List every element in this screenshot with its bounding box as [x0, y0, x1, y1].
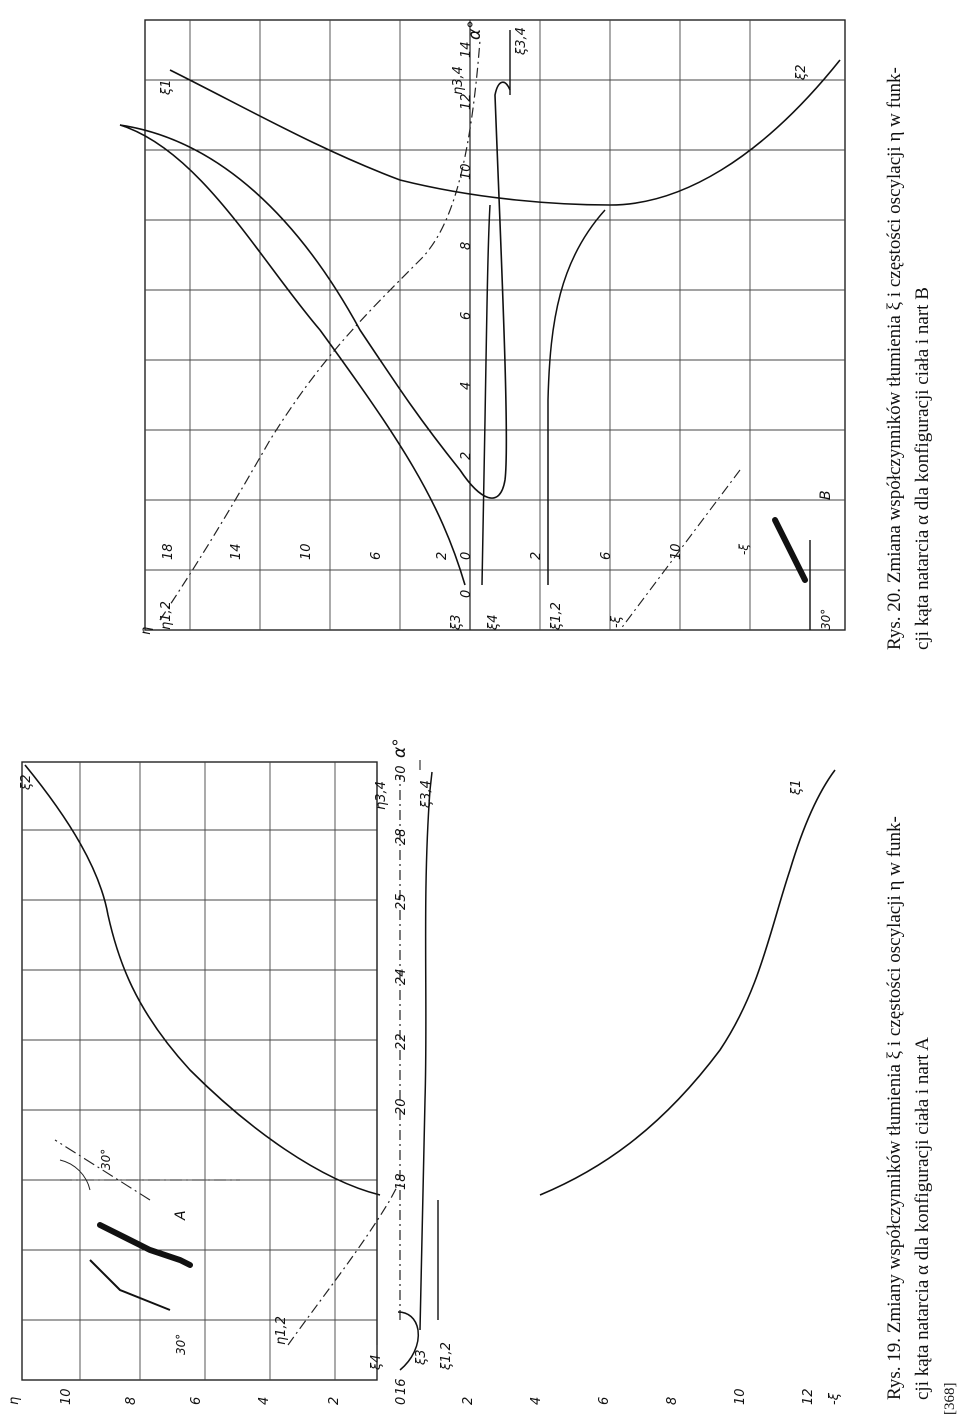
- fig20-label-xi34: ξ3,4: [514, 27, 529, 55]
- fig19-xtick: 22: [394, 1033, 409, 1050]
- fig20-series-labels: [159, 27, 809, 631]
- fig20-xtick: 0: [459, 589, 474, 598]
- fig20-xtick: 8: [459, 241, 474, 250]
- fig19-ytick: 8: [124, 1396, 139, 1405]
- fig19-label-eta12: η1,2: [274, 1316, 289, 1345]
- fig20-ytick: 10: [299, 543, 314, 560]
- fig20-ylabel-top: η: [139, 626, 154, 635]
- page-number: [368]: [942, 1382, 958, 1415]
- fig20-caption-line1: Rys. 20. Zmiana współczynników tłumienia ξ i częstości oscylacji η w funk-: [884, 67, 905, 650]
- fig20-ytick: 10: [669, 543, 684, 560]
- fig19-caption-line1: Rys. 19. Zmiany współczynników tłumienia ξ i częstości oscylacji η w funk-: [884, 816, 905, 1400]
- fig19-skier-inset: [55, 1140, 240, 1355]
- fig20-xi1-curve: [170, 60, 840, 205]
- fig19-label-eta34: η3,4: [374, 781, 389, 810]
- fig20-xi-label: -ξ: [737, 543, 751, 555]
- fig19-ytick: 10: [733, 1388, 748, 1405]
- fig19-label-xi3: ξ3: [414, 1349, 429, 1365]
- fig19-ytick: 12: [801, 1388, 816, 1405]
- fig19-xaxis-label: α°: [390, 738, 410, 758]
- fig19-xtick: 20: [394, 1098, 409, 1115]
- fig19-ytick: 0: [394, 1396, 409, 1405]
- fig20-label-xi1: ξ1: [159, 79, 174, 95]
- fig20-ytick: 14: [229, 543, 244, 560]
- fig20-ylabel-bottom: -ξ: [609, 616, 624, 628]
- fig20-label-eta12: η1,2: [159, 601, 174, 630]
- fig19-ytick: 2: [327, 1396, 342, 1405]
- fig20-xtick: 14: [459, 41, 474, 58]
- fig20-xtick: 12: [459, 93, 474, 110]
- fig20-ytick: 18: [161, 543, 176, 560]
- figure-19: [7, 738, 933, 1405]
- fig19-series-labels: [19, 774, 804, 1371]
- fig19-caption-line2: cji kąta natarcia α dla konfiguracji ciała i nart A: [912, 1037, 933, 1400]
- fig20-xi3-curve: [120, 82, 510, 585]
- fig19-ytick: 10: [59, 1388, 74, 1405]
- fig19-xtick: 18: [394, 1173, 409, 1190]
- fig19-label-xi2: ξ2: [19, 774, 34, 790]
- fig20-xtick: 4: [459, 381, 474, 390]
- fig19-config-label: A: [173, 1210, 189, 1220]
- fig20-xi12-line: [548, 210, 605, 585]
- fig20-config-label: B: [818, 490, 834, 500]
- fig20-label-xi3: ξ3: [449, 614, 464, 630]
- fig20-xaxis-label: α°: [465, 20, 485, 40]
- fig19-y-ticks: [7, 1388, 842, 1405]
- fig19-label-xi12: ξ1,2: [439, 1342, 454, 1370]
- fig19-frame: [22, 762, 377, 1380]
- fig19-angle-label-2: 30°: [174, 1333, 188, 1355]
- fig19-grid: [22, 762, 377, 1380]
- fig19-ytick: 4: [257, 1396, 272, 1405]
- fig19-ylabel-bottom: -ξ: [827, 1393, 842, 1405]
- fig20-skier-inset: [620, 470, 834, 630]
- fig20-ytick: 2: [529, 551, 544, 560]
- skier-figure-icon: [775, 520, 805, 580]
- fig20-ytick: 0: [459, 551, 474, 560]
- fig19-xtick: 24: [394, 968, 409, 985]
- fig20-xi4-line: [482, 205, 490, 585]
- fig19-label-xi34: ξ3,4: [419, 780, 434, 808]
- fig20-angle-label: 30°: [819, 608, 833, 630]
- fig19-angle-label: 30°: [99, 1148, 113, 1170]
- fig19-xi2-curve: [25, 765, 380, 1195]
- fig19-eta12-curve: [288, 1185, 398, 1345]
- fig19-xtick: 30: [394, 765, 409, 782]
- fig20-label-xi2: ξ2: [794, 64, 809, 80]
- fig19-ytick: 4: [529, 1396, 544, 1405]
- fig19-label-xi1: ξ1: [789, 779, 804, 795]
- fig19-label-xi4: ξ4: [369, 1354, 384, 1370]
- fig20-y-ticks: [139, 543, 684, 635]
- fig19-ylabel-top: η: [7, 1396, 22, 1405]
- fig19-xtick: 28: [394, 828, 409, 845]
- fig20-ytick: 6: [599, 551, 614, 560]
- fig20-ytick: 2: [435, 551, 450, 560]
- fig20-label-eta34: η3,4: [451, 66, 466, 95]
- fig20-label-xi12: ξ1,2: [549, 602, 564, 630]
- fig19-xtick: 16: [394, 1378, 409, 1395]
- fig19-xi34-line: [420, 772, 432, 1330]
- figure-20: [120, 20, 933, 650]
- fig19-ytick: 8: [665, 1396, 680, 1405]
- ski-icon: [90, 1260, 170, 1310]
- fig20-xtick: 2: [459, 451, 474, 460]
- fig19-ytick: 6: [189, 1396, 204, 1405]
- fig19-xtick: 25: [394, 893, 409, 910]
- fig19-ytick: 6: [597, 1396, 612, 1405]
- fig20-xtick: 10: [459, 163, 474, 180]
- fig20-x-ticks: [459, 20, 485, 598]
- skier-figure-icon: [100, 1225, 190, 1265]
- fig19-ytick: 2: [461, 1396, 476, 1405]
- fig20-ytick: 6: [369, 551, 384, 560]
- fig20-caption-line2: cji kąta natarcia α dla konfiguracji ciała i nart B: [912, 287, 933, 650]
- fig20-xtick: 6: [459, 311, 474, 320]
- fig19-xi1-curve: [540, 770, 835, 1195]
- fig20-label-xi4: ξ4: [486, 614, 501, 630]
